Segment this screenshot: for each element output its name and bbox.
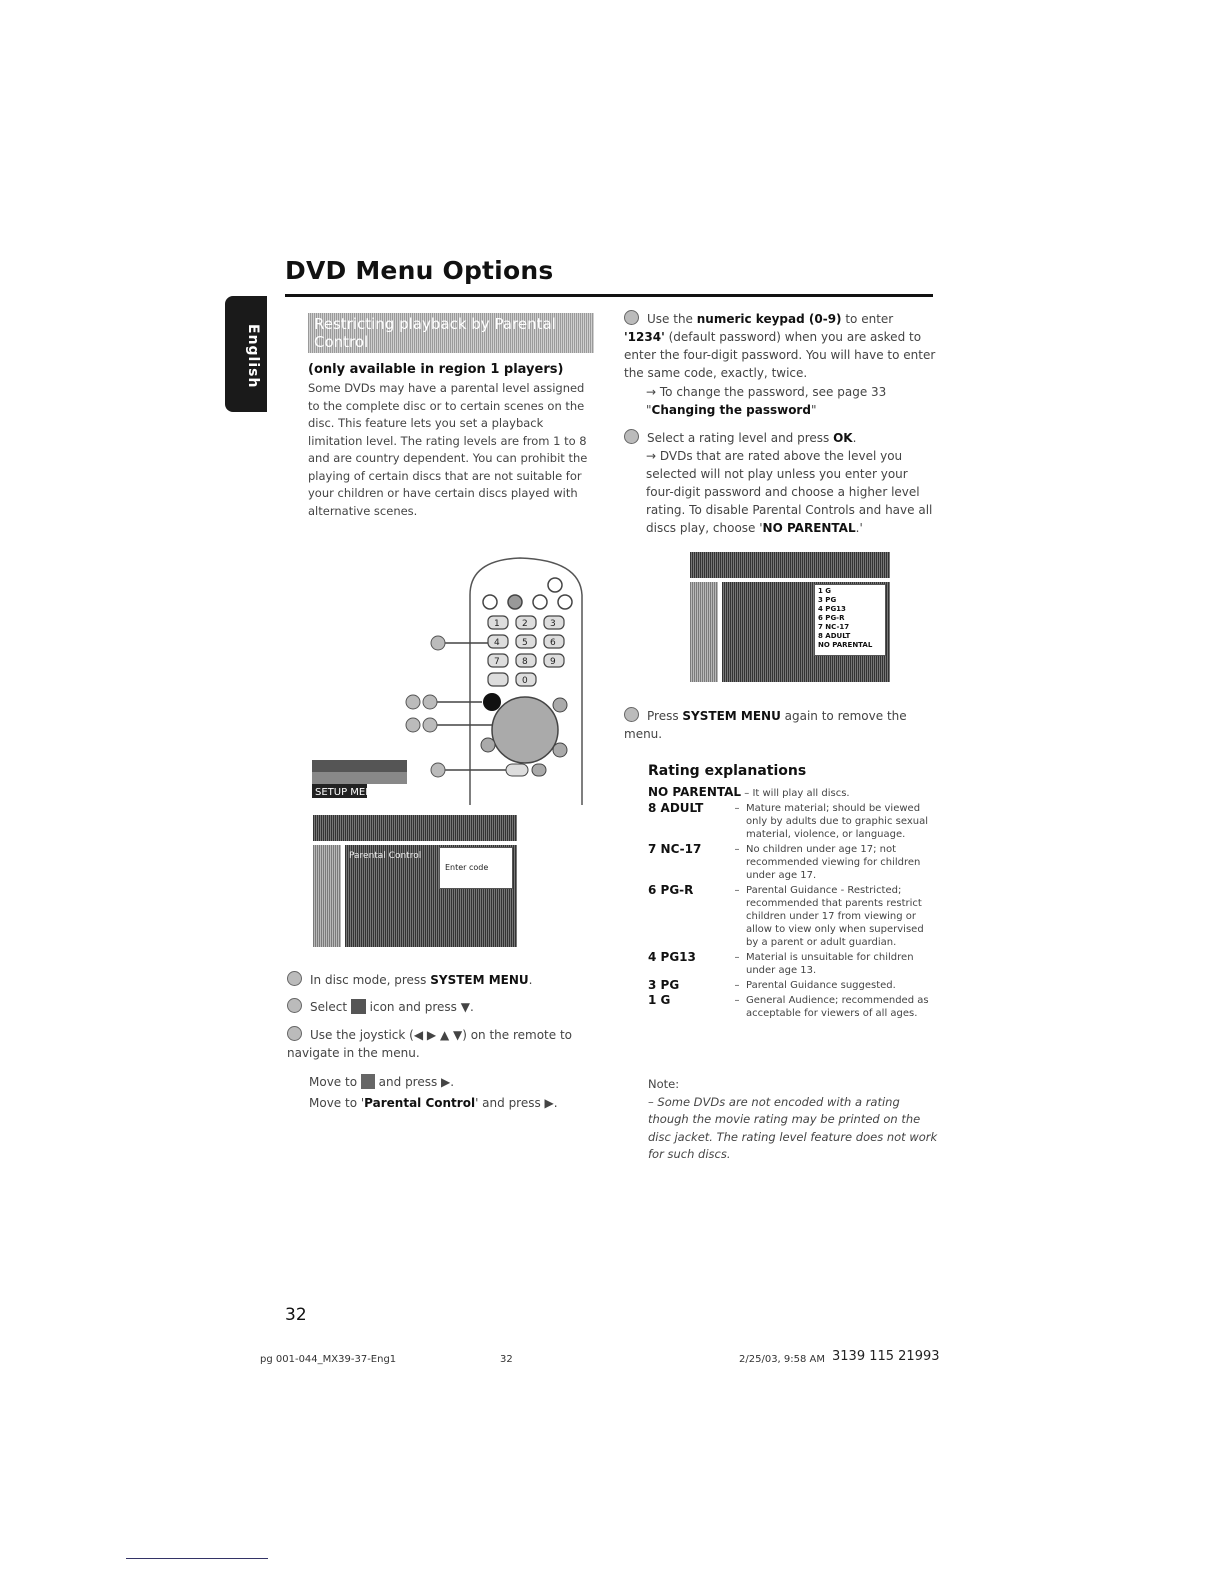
step-2: Select icon and press ▼. (287, 998, 597, 1016)
step-1: In disc mode, press SYSTEM MENU. (287, 971, 597, 989)
menu-top-bar (313, 815, 517, 841)
step-5: Select a rating level and press OK. (624, 429, 936, 447)
svg-text:5: 5 (522, 638, 528, 648)
svg-text:8: 8 (522, 657, 528, 667)
setup-menu-label: SETUP MENU (315, 787, 381, 798)
rating-desc: Parental Guidance - Restricted; recommended that parents restrict children under 17 from viewing or allow to view only when supervised by a parent or adult guardian. (746, 885, 924, 948)
remote-illustration (310, 540, 600, 805)
table-row (648, 842, 938, 883)
menu-top-bar-right (690, 552, 890, 578)
remote-drawing (310, 540, 600, 805)
rating-label: 8 ADULT (648, 801, 704, 815)
rating-dash: – (734, 844, 740, 855)
list-item: 4 PG13 (818, 605, 846, 613)
rating-desc: Parental Guidance suggested. (746, 980, 896, 991)
menu-side-bar (313, 845, 341, 947)
move-step-2: Move to 'Parental Control' and press ▶. (309, 1096, 558, 1110)
step-4: Use the numeric keypad (0-9) to enter '1234' (default password) when you are asked to enter the four-digit password. You will have to enter the same code, exactly, twice. (624, 312, 936, 380)
rating-rows (648, 801, 938, 1021)
step-6-number-icon (624, 707, 639, 722)
language-tab (225, 296, 267, 412)
table-row (648, 950, 938, 978)
parental-menu-icon (361, 1074, 375, 1089)
list-item: 7 NC-17 (818, 623, 850, 631)
move-step-1: Move to and press ▶. (309, 1075, 455, 1089)
table-row (648, 883, 938, 950)
step-5-tip: → DVDs that are rated above the level you selected will not play unless you enter your four-digit password and choose a higher level rating. To disable Parental Controls and have all discs play, choose 'NO PARENTAL.' (646, 449, 933, 535)
list-item: 1 G (818, 587, 832, 595)
setup-icon (351, 999, 366, 1014)
step-3-number-icon (287, 1026, 302, 1041)
joystick-icon (492, 697, 558, 763)
rating-desc: Mature material; should be viewed only by adults due to graphic sexual material, violence, or language. (746, 803, 928, 840)
table-row (648, 801, 938, 842)
svg-text:0: 0 (522, 676, 528, 686)
language-tab-label: English (245, 323, 261, 389)
footer-file-page: 32 (500, 1354, 513, 1365)
list-item: 3 PG (818, 596, 837, 604)
rating-label: 6 PG-R (648, 883, 694, 897)
menu-screen-left (313, 815, 517, 947)
rating-dash: – (734, 885, 740, 896)
svg-text:9: 9 (550, 657, 556, 667)
rating-dash: – (734, 995, 740, 1006)
menu-screen-right (690, 552, 890, 682)
rating-desc: No children under age 17; not recommended viewing for children under age 17. (746, 844, 921, 881)
footer-code: 3139 115 21993 (832, 1349, 940, 1364)
rating-list (818, 587, 882, 650)
note-label: Note: (648, 1077, 680, 1091)
footer-file: pg 001-044_MX39-37-Eng1 (260, 1354, 397, 1365)
menu-item-parental: Parental Control (349, 851, 422, 861)
step-2-number-icon (287, 998, 302, 1013)
rating-dash: – (734, 952, 740, 963)
rating-desc: General Audience; recommended as acceptable for viewers of all ages. (746, 995, 929, 1019)
rating-label: 3 PG (648, 978, 680, 992)
rating-dash: – (734, 803, 740, 814)
page-title: DVD Menu Options (285, 256, 554, 285)
svg-text:3: 3 (550, 619, 556, 629)
svg-text:6: 6 (550, 638, 556, 648)
section-banner: Restricting playback by Parental Control (308, 313, 594, 353)
rating-label: 4 PG13 (648, 950, 696, 964)
table-row: NO PARENTAL – It will play all discs. (648, 785, 850, 799)
svg-text:1: 1 (494, 619, 500, 629)
svg-text:7: 7 (494, 657, 500, 667)
rating-dash: – (734, 980, 740, 991)
step-4-tip: → To change the password, see page 33 "Changing the password" (646, 385, 887, 417)
no-parental-desc: It will play all discs. (752, 788, 850, 799)
note (648, 1076, 938, 1164)
list-item: NO PARENTAL (818, 641, 873, 649)
bottom-line (126, 1558, 268, 1559)
title-rule (285, 294, 933, 297)
intro-paragraph: Some DVDs may have a parental level assigned to the complete disc or to certain scenes on the disc. This feature lets you set a playback limitation level. The rating levels are from 1 to 8 and are country dependent. You can prohibit the playing of certain discs that are not suitable for your children or have certain discs played with alternative scenes. (308, 381, 588, 518)
step-1-number-icon (287, 971, 302, 986)
rating-desc: Material is unsuitable for children under age 13. (746, 952, 914, 976)
list-item: 8 ADULT (818, 632, 851, 640)
enter-code-label: Enter code (445, 863, 489, 872)
svg-text:2: 2 (522, 619, 528, 629)
table-row (648, 993, 938, 1021)
step-3: Use the joystick (◀ ▶ ▲ ▼) on the remote to navigate in the menu. (287, 1028, 573, 1060)
region-subheading: (only available in region 1 players) (308, 362, 564, 377)
no-parental-label: NO PARENTAL (648, 785, 742, 799)
rating-label: 7 NC-17 (648, 842, 702, 856)
svg-text:4: 4 (494, 638, 500, 648)
menu-side-bar-right (690, 582, 718, 682)
page-number: 32 (285, 1305, 307, 1325)
rating-heading: Rating explanations (648, 763, 807, 779)
step-6: Press SYSTEM MENU again to remove the menu. (624, 709, 907, 741)
rating-list-box (814, 584, 886, 656)
footer-date: 2/25/03, 9:58 AM (739, 1354, 826, 1365)
table-row (648, 978, 938, 993)
list-item: 6 PG-R (818, 614, 845, 622)
rating-table (648, 785, 938, 1021)
step-4-number-icon (624, 310, 639, 325)
step-5-number-icon (624, 429, 639, 444)
note-text: – Some DVDs are not encoded with a rating though the movie rating may be printed on the disc jacket. The rating level feature does not work for such discs. (648, 1094, 938, 1161)
rating-label: 1 G (648, 993, 671, 1007)
